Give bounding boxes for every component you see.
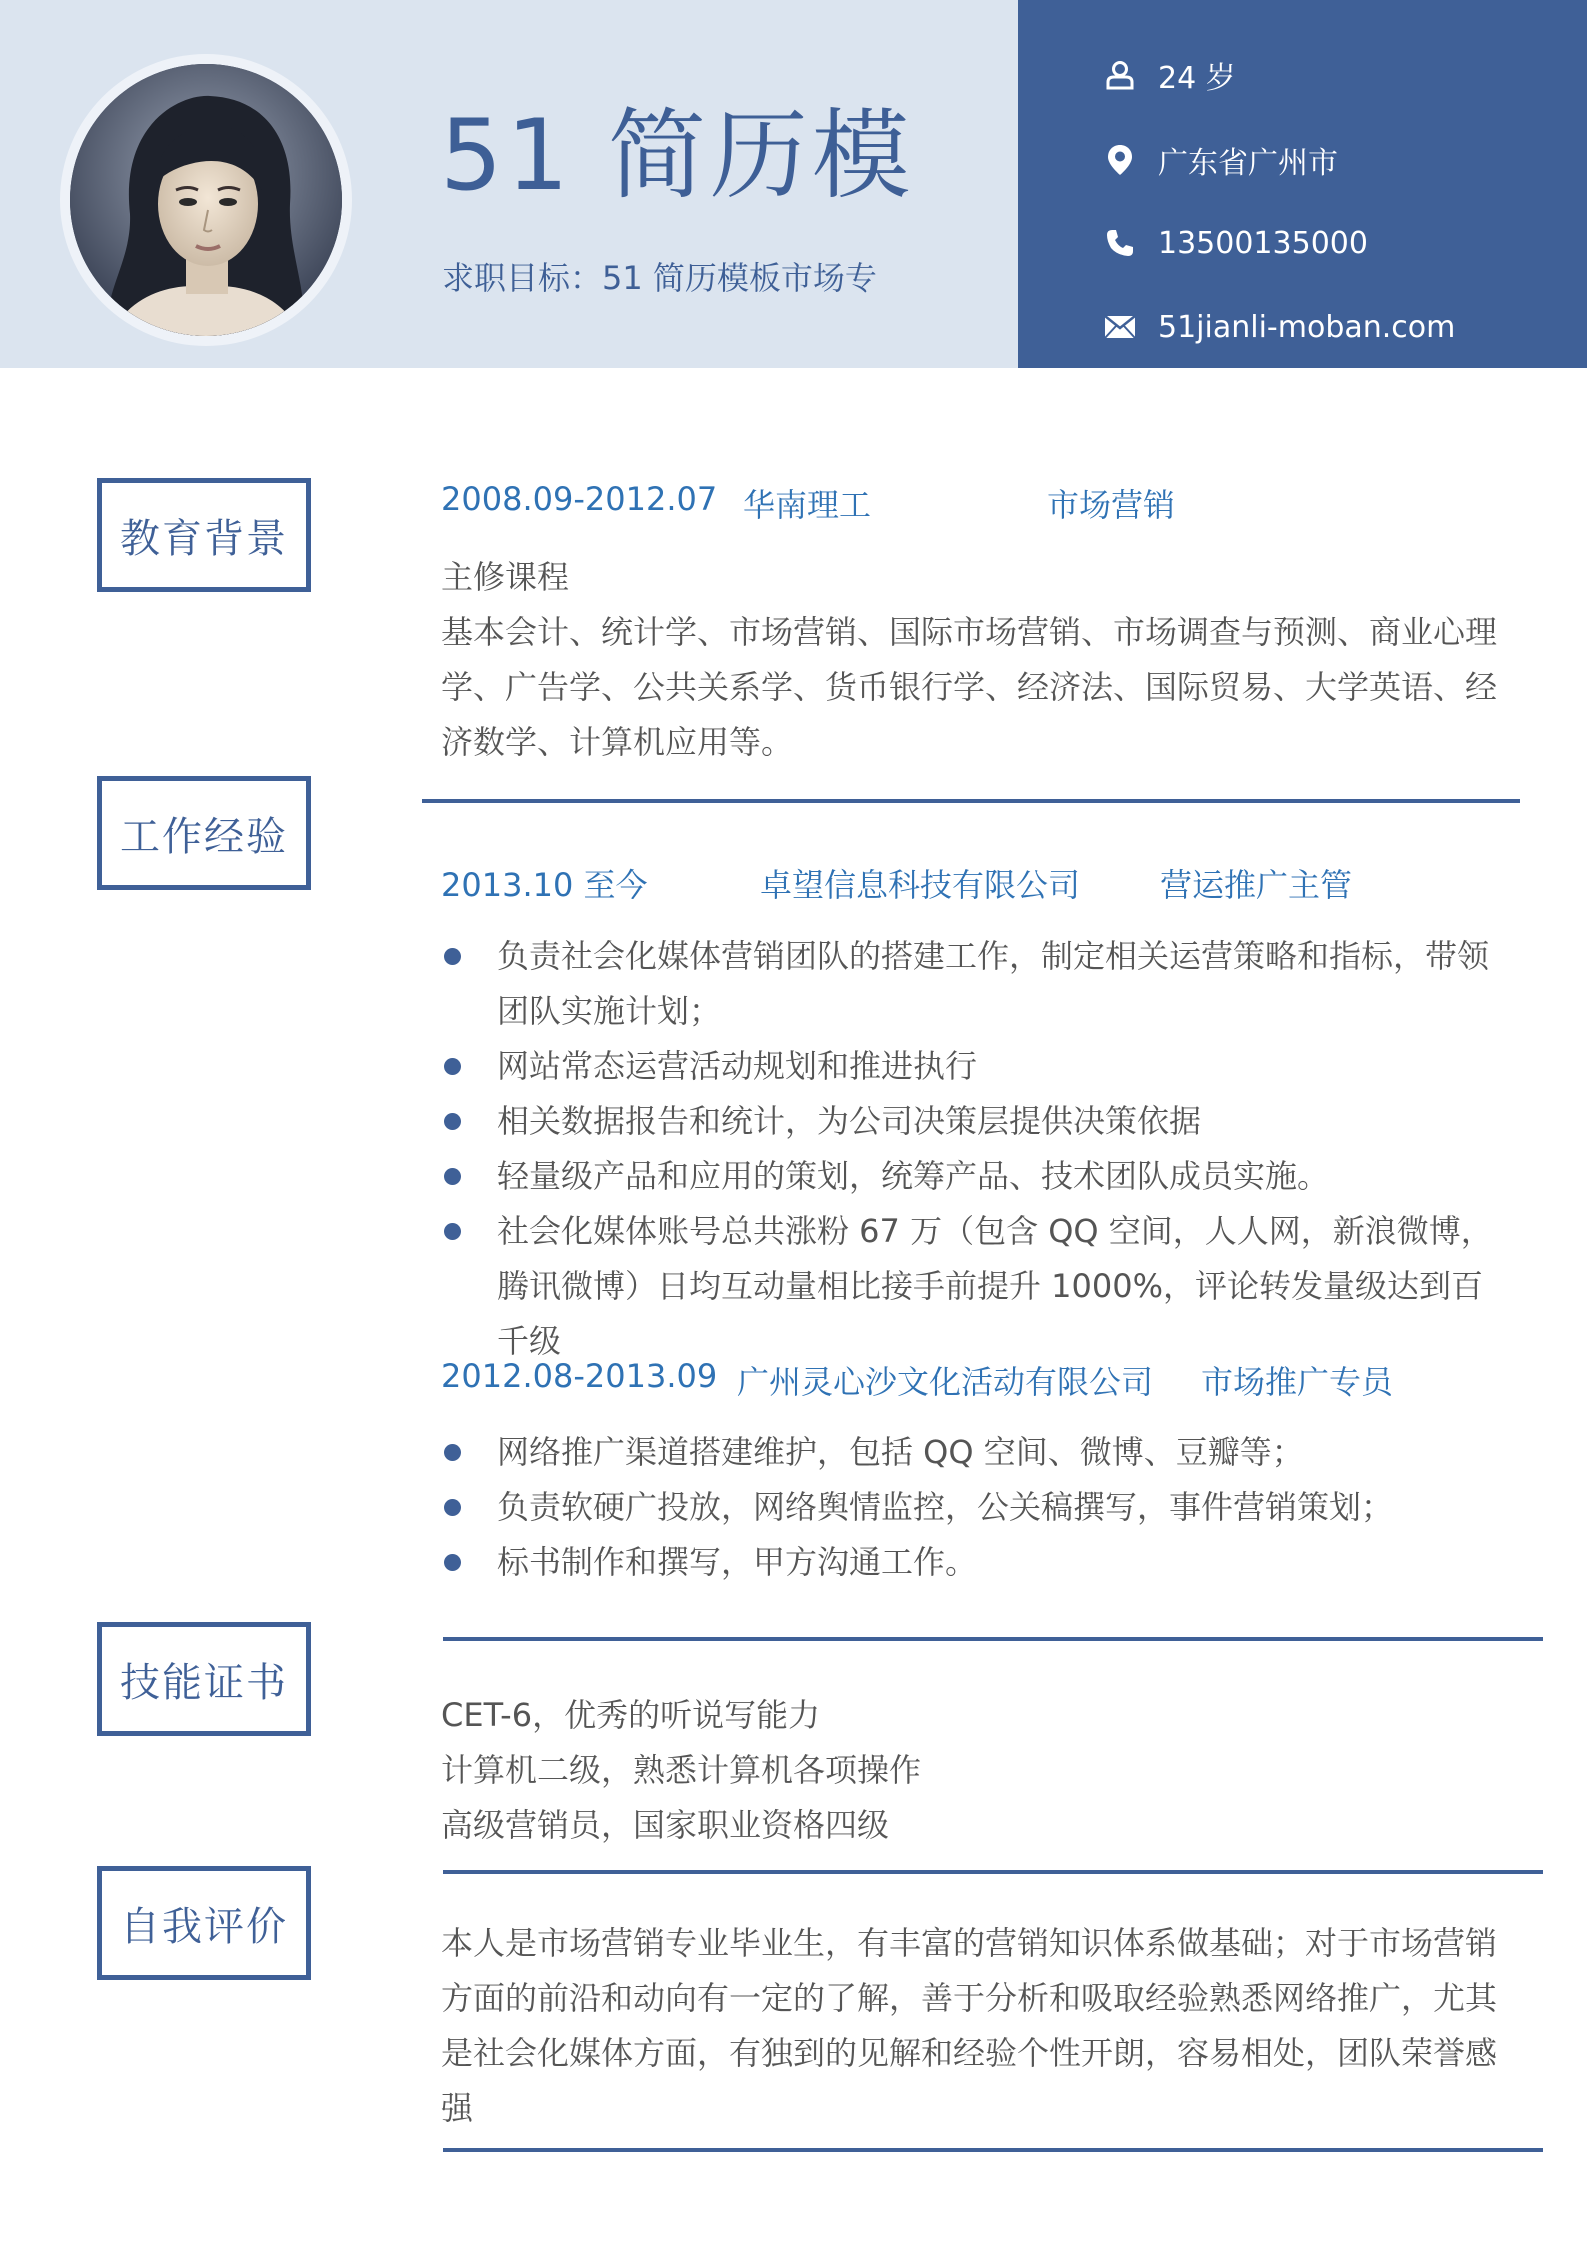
job-2-date: 2012.08-2013.09 xyxy=(441,1357,718,1395)
list-item xyxy=(441,1094,1511,1149)
list-item xyxy=(441,1425,1511,1480)
job-objective-value: 51 简历模板市场专 xyxy=(602,259,877,297)
candidate-name: 51 简历模 xyxy=(440,99,914,213)
bullet-dot-icon xyxy=(444,1113,461,1130)
location-pin-icon xyxy=(1100,140,1140,180)
contact-phone xyxy=(1100,218,1368,268)
skill-item: CET-6，优秀的听说写能力 xyxy=(441,1696,821,1734)
skill-item: 高级营销员，国家职业资格四级 xyxy=(441,1806,890,1844)
job-objective-label: 求职目标： xyxy=(442,259,603,297)
section-title-education: 教育背景 xyxy=(97,478,311,592)
job-2-company: 广州灵心沙文化活动有限公司 xyxy=(737,1363,1154,1401)
education-major: 市场营销 xyxy=(1047,486,1176,524)
job-1-duties xyxy=(441,929,1511,1369)
education-courses xyxy=(441,550,1511,770)
duty-text: 相关数据报告和统计，为公司决策层提供决策依据 xyxy=(497,1102,1202,1140)
duty-text: 标书制作和撰写，甲方沟通工作。 xyxy=(497,1543,978,1581)
list-item xyxy=(441,1039,1511,1094)
section-title-skills: 技能证书 xyxy=(97,1622,311,1736)
duty-text: 社会化媒体账号总共涨粉 67 万（包含 QQ 空间，人人网，新浪微博，腾讯微博）日均互动量相比接手前提升 1000%，评论转发量级达到百千级 xyxy=(497,1212,1493,1360)
duty-text: 网络推广渠道搭建维护，包括 QQ 空间、微博、豆瓣等； xyxy=(497,1433,1304,1471)
phone-icon xyxy=(1100,223,1140,263)
person-icon xyxy=(1100,55,1140,95)
section-divider xyxy=(443,1870,1543,1874)
education-school: 华南理工 xyxy=(743,486,872,524)
contact-age xyxy=(1100,50,1236,100)
job-1-company: 卓望信息科技有限公司 xyxy=(760,866,1081,904)
duty-text: 负责软硬广投放，网络舆情监控，公关稿撰写，事件营销策划； xyxy=(497,1488,1394,1526)
skill-item: 计算机二级，熟悉计算机各项操作 xyxy=(441,1751,922,1789)
bullet-dot-icon xyxy=(444,1499,461,1516)
contact-age-text: 24 岁 xyxy=(1158,61,1236,96)
list-item xyxy=(441,1480,1511,1535)
contact-email xyxy=(1100,302,1455,352)
job-2-meta xyxy=(441,1357,1441,1401)
section-divider xyxy=(422,799,1520,803)
duty-text: 负责社会化媒体营销团队的搭建工作，制定相关运营策略和指标，带领团队实施计划； xyxy=(497,937,1490,1030)
duty-text: 网站常态运营活动规划和推进执行 xyxy=(497,1047,978,1085)
section-divider xyxy=(443,1637,1543,1641)
job-1-position: 营运推广主管 xyxy=(1160,866,1353,904)
self-evaluation-paragraph: 本人是市场营销专业毕业生，有丰富的营销知识体系做基础；对于市场营销方面的前沿和动向有一定的了解，善于分析和吸取经验熟悉网络推广，尤其是社会化媒体方面，有独到的见解和经验个性开朗，容易相处，团队荣誉感强 xyxy=(441,1924,1498,2127)
job-1-meta xyxy=(441,860,1441,904)
duty-text: 轻量级产品和应用的策划，统筹产品、技术团队成员实施。 xyxy=(497,1157,1330,1195)
job-objective xyxy=(442,258,877,298)
job-2-duties xyxy=(441,1425,1511,1590)
contact-location-text: 广东省广州市 xyxy=(1158,146,1338,181)
self-evaluation-text xyxy=(441,1916,1511,2136)
bullet-dot-icon xyxy=(444,1058,461,1075)
section-divider xyxy=(443,2148,1543,2152)
avatar xyxy=(70,64,342,336)
bullet-dot-icon xyxy=(444,948,461,965)
bullet-dot-icon xyxy=(444,1223,461,1240)
list-item xyxy=(441,1149,1511,1204)
list-item xyxy=(441,1204,1511,1369)
education-date: 2008.09-2012.07 xyxy=(441,480,718,518)
section-title-self-evaluation: 自我评价 xyxy=(97,1866,311,1980)
courses-title: 主修课程 xyxy=(441,558,570,596)
education-meta xyxy=(441,480,1341,524)
list-item xyxy=(441,929,1511,1039)
bullet-dot-icon xyxy=(444,1444,461,1461)
job-1-date: 2013.10 至今 xyxy=(441,866,648,904)
courses-list: 基本会计、统计学、市场营销、国际市场营销、市场调查与预测、商业心理学、广告学、公共关系学、货币银行学、经济法、国际贸易、大学英语、经济数学、计算机应用等。 xyxy=(441,613,1498,761)
bullet-dot-icon xyxy=(444,1168,461,1185)
contact-location xyxy=(1100,135,1338,185)
section-title-work: 工作经验 xyxy=(97,776,311,890)
envelope-icon xyxy=(1100,307,1140,347)
list-item xyxy=(441,1535,1511,1590)
contact-email-text: 51jianli-moban.com xyxy=(1158,309,1456,345)
bullet-dot-icon xyxy=(444,1554,461,1571)
contact-phone-text: 13500135000 xyxy=(1158,225,1368,261)
job-2-position: 市场推广专员 xyxy=(1201,1363,1394,1401)
skills-list xyxy=(441,1688,1511,1853)
avatar-portrait xyxy=(70,64,342,336)
